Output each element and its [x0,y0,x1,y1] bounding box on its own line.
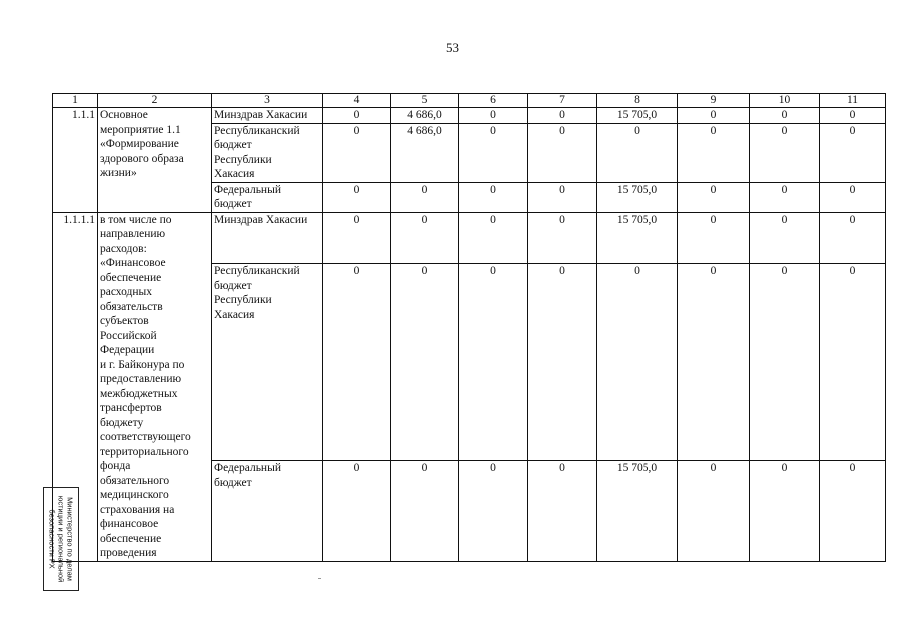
table-row [53,108,886,124]
value-cell: 0 [323,123,391,182]
header-row [53,94,886,108]
value-cell: 15 705,0 [597,182,678,212]
value-cell: 0 [820,108,886,124]
value-cell: 15 705,0 [597,461,678,561]
value-cell: 0 [459,108,528,124]
value-cell: 0 [820,123,886,182]
value-cell: 0 [459,264,528,461]
value-cell: 0 [528,461,597,561]
budget-table [52,93,886,562]
value-cell: 15 705,0 [597,108,678,124]
value-cell: 0 [820,212,886,264]
value-cell: 0 [750,182,820,212]
value-cell: 0 [750,108,820,124]
value-cell: 15 705,0 [597,212,678,264]
stamp-text: Министерство по делам юстиции и региональной безопасности РХ [47,495,75,583]
value-cell: 4 686,0 [391,108,459,124]
value-cell: 0 [597,123,678,182]
value-cell: 0 [678,264,750,461]
funding-source: Федеральный бюджет [212,182,323,212]
value-cell: 0 [391,182,459,212]
value-cell: 0 [750,212,820,264]
scan-mark [318,578,321,579]
column-header: 1 [53,94,98,108]
value-cell: 0 [750,461,820,561]
column-header: 9 [678,94,750,108]
value-cell: 0 [459,461,528,561]
funding-source: Минздрав Хакасии [212,108,323,124]
column-header: 6 [459,94,528,108]
value-cell: 0 [391,264,459,461]
value-cell: 0 [820,182,886,212]
column-header: 4 [323,94,391,108]
value-cell: 0 [323,264,391,461]
value-cell: 0 [459,182,528,212]
column-header: 3 [212,94,323,108]
value-cell: 0 [750,264,820,461]
funding-source: Республиканский бюджет Республики Хакасия [212,123,323,182]
value-cell: 0 [391,212,459,264]
value-cell: 0 [528,264,597,461]
value-cell: 0 [323,212,391,264]
registration-stamp [43,487,79,591]
table-row [53,212,886,264]
funding-source: Минздрав Хакасии [212,212,323,264]
column-header: 2 [98,94,212,108]
value-cell: 0 [323,182,391,212]
funding-source: Республиканский бюджет Республики Хакасия [212,264,323,461]
value-cell: 0 [750,123,820,182]
column-header: 5 [391,94,459,108]
value-cell: 0 [391,461,459,561]
item-code: 1.1.1.1 [53,212,98,561]
funding-source: Федеральный бюджет [212,461,323,561]
value-cell: 4 686,0 [391,123,459,182]
item-code: 1.1.1 [53,108,98,213]
value-cell: 0 [678,461,750,561]
value-cell: 0 [820,264,886,461]
value-cell: 0 [528,182,597,212]
item-name: в том числе по направлению расходов: «Финансовое обеспечение расходных обязательств субъектов Российской Федерации и г. Байконура по предоставлению межбюджетных трансфертов бюджету соответствующего территориального фонда обязательного медицинского страхования на финансовое обеспечение проведения [98,212,212,561]
column-header: 10 [750,94,820,108]
value-cell: 0 [459,123,528,182]
value-cell: 0 [323,108,391,124]
value-cell: 0 [528,212,597,264]
value-cell: 0 [459,212,528,264]
page-number: 53 [446,40,459,55]
value-cell: 0 [678,182,750,212]
column-header: 7 [528,94,597,108]
column-header: 8 [597,94,678,108]
value-cell: 0 [323,461,391,561]
value-cell: 0 [678,123,750,182]
column-header: 11 [820,94,886,108]
value-cell: 0 [528,108,597,124]
value-cell: 0 [528,123,597,182]
value-cell: 0 [678,212,750,264]
item-name: Основное мероприятие 1.1 «Формирование здорового образа жизни» [98,108,212,213]
value-cell: 0 [597,264,678,461]
value-cell: 0 [820,461,886,561]
value-cell: 0 [678,108,750,124]
